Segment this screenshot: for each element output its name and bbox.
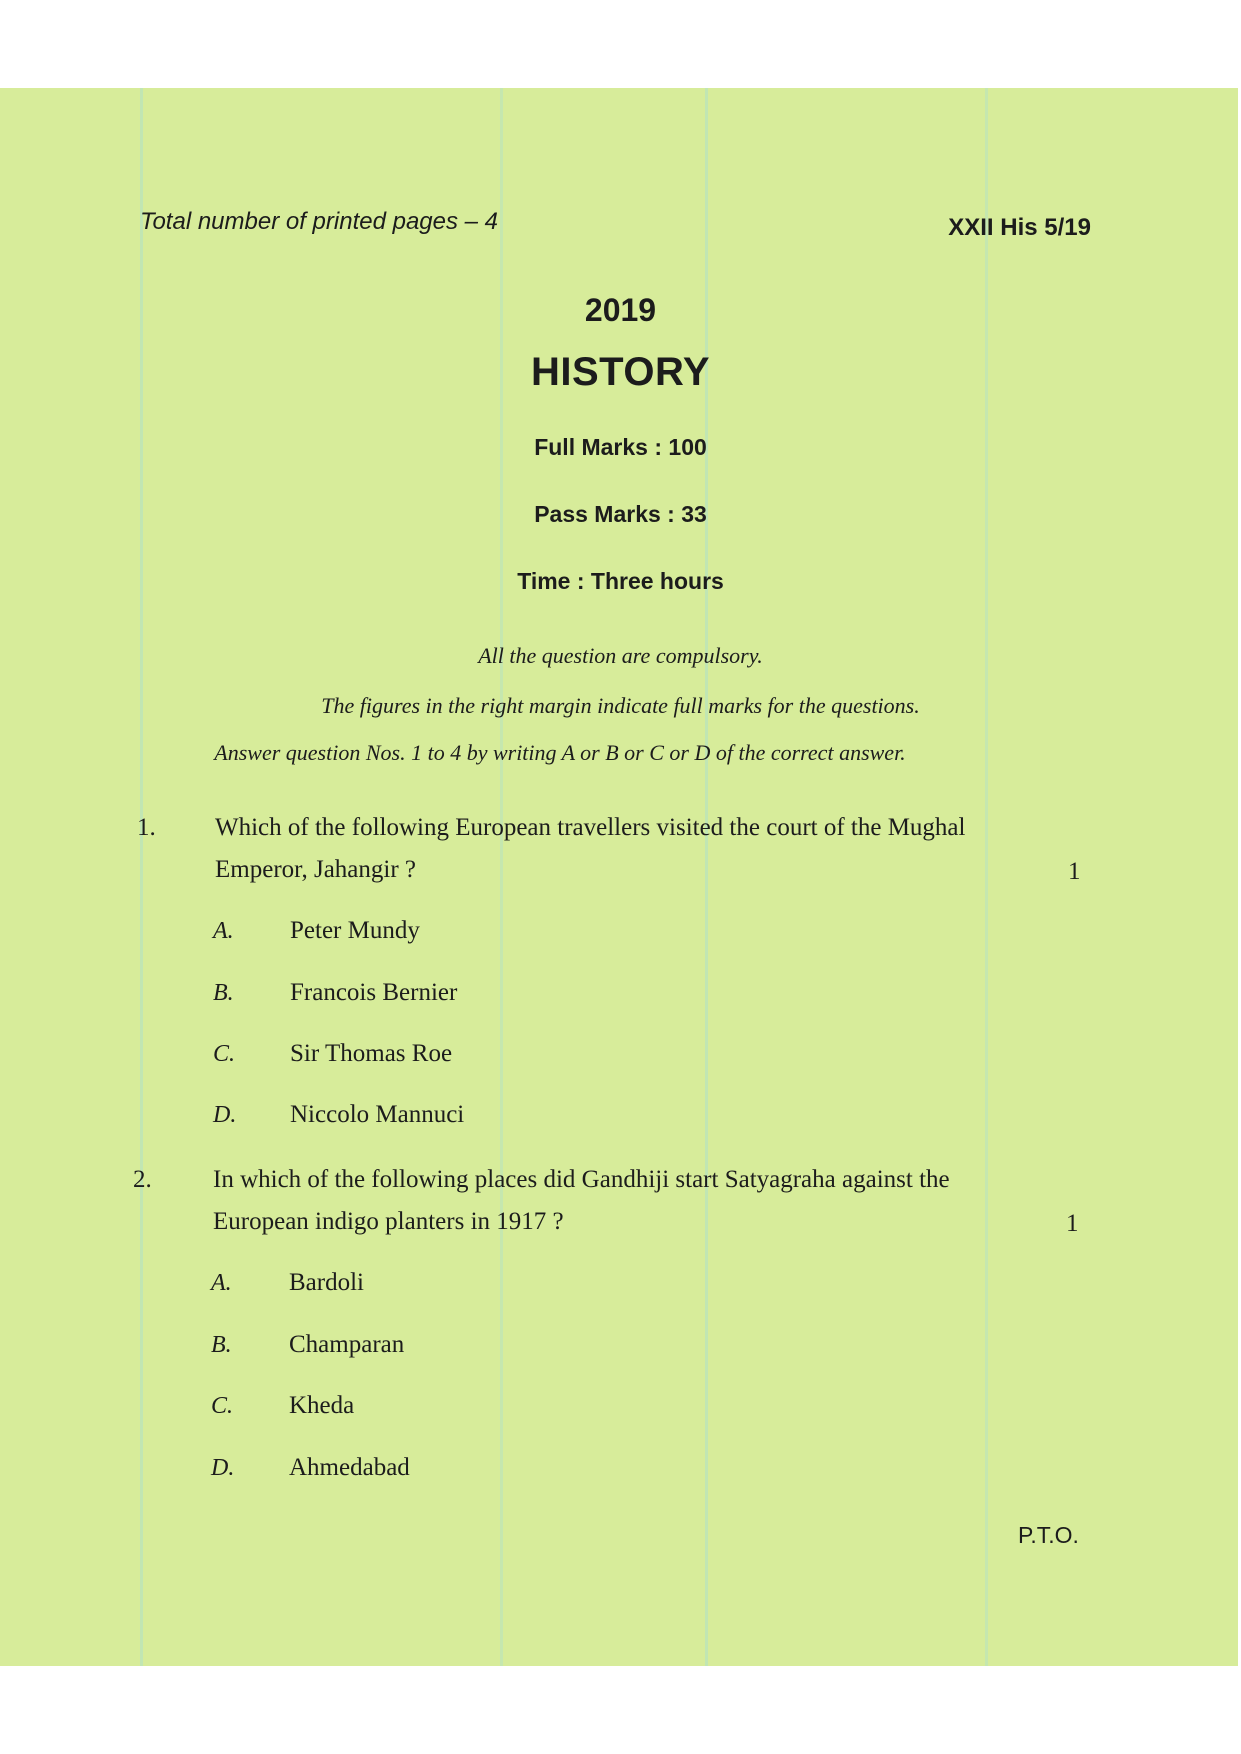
option-label: C. [213,1041,236,1067]
option-label: A. [211,1270,232,1296]
instruction-margin-marks: The figures in the right margin indicate full marks for the questions. [321,693,920,718]
option-text: Niccolo Mannuci [290,1101,465,1128]
question-text-line: European indigo planters in 1917 ? [213,1208,564,1235]
option-label: A. [213,918,234,944]
option-label: C. [211,1393,234,1419]
printed-pages-note: Total number of printed pages – 4 [140,208,499,235]
option-text: Bardoli [289,1269,364,1296]
question-number: 2. [133,1166,152,1193]
option-text: Francois Bernier [290,979,458,1006]
question-text-line: Which of the following European travellers visited the court of the Mughal [215,814,966,841]
exam-time: Time : Three hours [517,568,724,594]
exam-year: 2019 [584,292,657,328]
question-text-line: In which of the following places did Gandhiji start Satyagraha against the [213,1166,950,1193]
question-marks: 1 [1066,1210,1079,1237]
option-text: Ahmedabad [289,1454,410,1481]
question-text-line: Emperor, Jahangir ? [215,856,417,883]
option-text: Sir Thomas Roe [290,1040,453,1067]
exam-subject: HISTORY [530,350,711,394]
pass-marks: Pass Marks : 33 [534,501,707,527]
option-label: D. [213,1102,237,1128]
instruction-answer-format: Answer question Nos. 1 to 4 by writing A or B or C or D of the correct answer. [214,740,906,765]
please-turn-over: P.T.O. [1018,1522,1079,1548]
full-marks: Full Marks : 100 [534,434,707,460]
question-marks: 1 [1068,858,1081,885]
option-label: B. [213,980,234,1006]
option-label: D. [211,1455,235,1481]
paper-code: XXII His 5/19 [948,214,1091,241]
question-number: 1. [137,814,156,841]
option-text: Champaran [289,1331,405,1358]
option-text: Kheda [289,1392,355,1419]
instruction-compulsory: All the question are compulsory. [478,643,763,668]
option-text: Peter Mundy [290,917,420,944]
option-label: B. [211,1332,232,1358]
